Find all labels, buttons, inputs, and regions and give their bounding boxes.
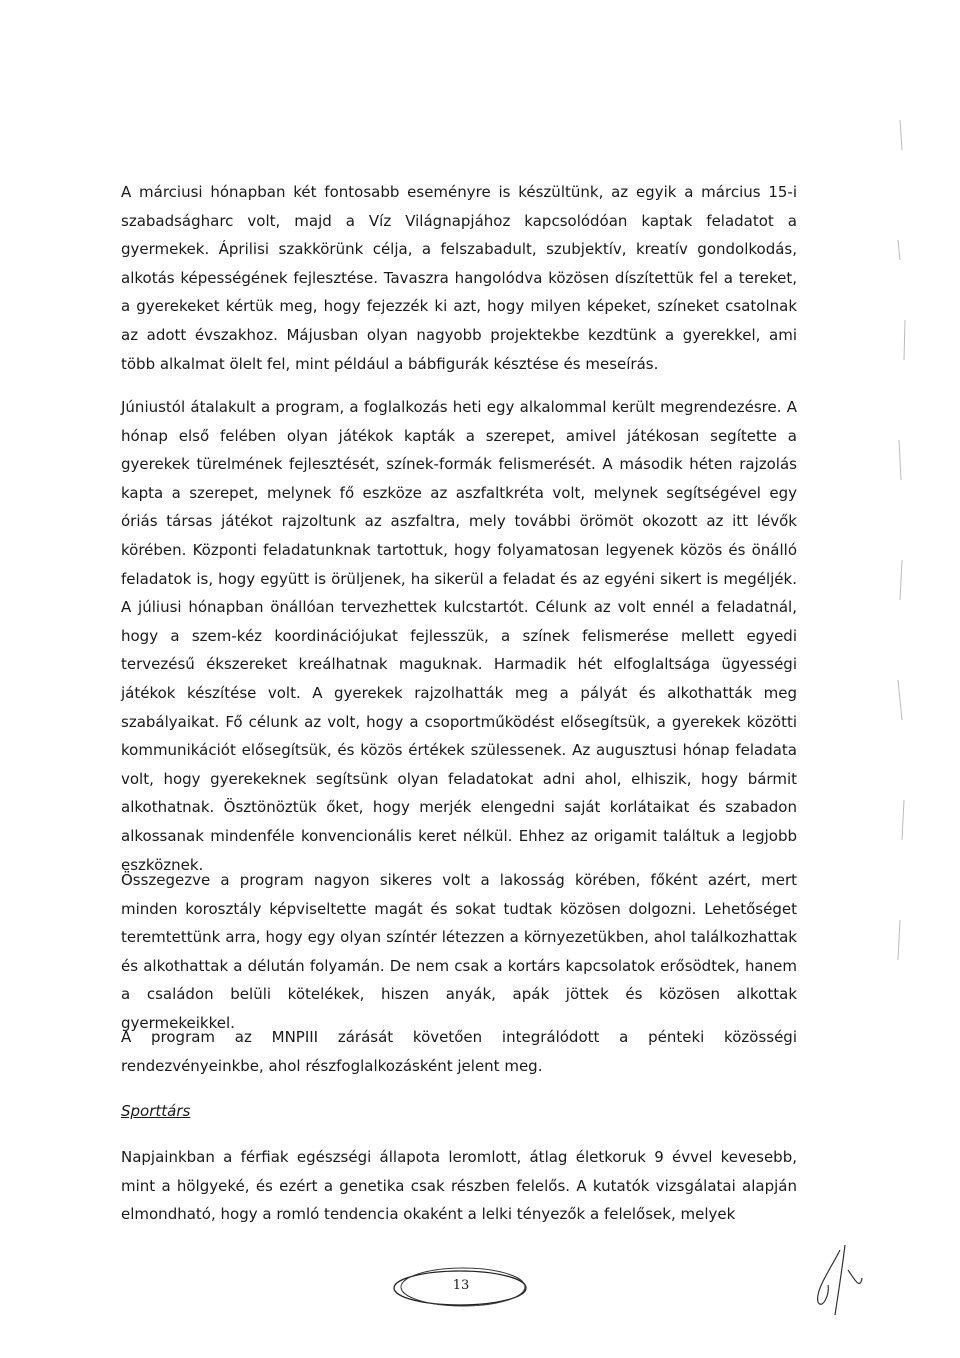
signature-icon xyxy=(800,1240,880,1320)
paragraph-march-august xyxy=(121,178,797,378)
paragraph-text: Napjainkban a férfiak egészségi állapota leromlott, átlag életkoruk 9 évvel kevesebb, mint a hölgyeké, és ezért a genetika csak részben felelős. A kutatók vizsgálatai alapján elmondható, hogy a romló tendencia okaként a lelki tényezők a felelősek, melyek xyxy=(121,1148,797,1224)
section-heading-sporttars: Sporttárs xyxy=(121,1102,191,1120)
scan-edge-marks-icon xyxy=(890,60,920,1260)
paragraph-sporttars xyxy=(121,1143,797,1229)
page-number: 13 xyxy=(452,1278,470,1293)
page-number-badge xyxy=(390,1266,532,1310)
paragraph-text: A program az MNPIII zárását követően integrálódott a pénteki közösségi rendezvényeinkbe, ahol részfoglalkozásként jelent meg. xyxy=(121,1028,797,1075)
paragraph-june xyxy=(121,393,797,879)
paragraph-text: Összegezve a program nagyon sikeres volt a lakosság körében, főként azért, mert minden korosztály képviseltette magát és sokat tudtak közösen dolgozni. Lehetőséget teremtettünk arra, hogy egy olyan színtér létezzen a környezetükben, ahol találkozhattak és alkothattak a délután folyamán. De nem csak a kortárs kapcsolatok erősödtek, hanem a családon belüli kötelékek, hiszen anyák, apák jöttek és közösen alkottak gyermekeikkel. xyxy=(121,871,797,1032)
paragraph-integration xyxy=(121,1023,797,1080)
paragraph-text: Júniustól átalakult a program, a foglalkozás heti egy alkalommal került megrendezésre. A hónap első felében olyan játékok kapták a szerepet, amivel játékosan segítette a gyerekek türelmének fejlesztését, színek-formák felismerését. A második héten rajzolás kapta a szerepet, melynek fő eszköze az aszfaltkréta volt, melynek segítségével egy óriás társas játékot rajzoltunk az aszfaltra, mely további örömöt okozott az itt lévők körében. Központi feladatunknak tartottuk, hogy folyamatosan legyenek közös és önálló feladatok is, hogy együtt is örüljenek, ha sikerül a feladat és az egyéni sikert is megéljék. A júliusi hónapban önállóan tervezhettek kulcstartót. Célunk az volt ennél a feladatnál, hogy a szem-kéz koordinációjukat fejlesszük, a színek felismerése mellett egyedi tervezésű ékszereket kreálhatnak maguknak. Harmadik hét elfoglaltsága ügyességi játékok készítése volt. A gyerekek rajzolhatták meg a pályát és alkothatták meg szabályaikat. Fő célunk az volt, hogy a csoportműködést elősegítsük, a gyerekek közötti kommunikációt elősegítsük, és közös értékek szülessenek. Az augusztusi hónap feladata volt, hogy gyerekeknek segítsünk olyan feladatokat adni ahol, elhiszik, hogy bármit alkothatnak. Ösztönöztük őket, hogy merjék elengedni saját korlátaikat és szabadon alkossanak mindenféle konvencionális keret nélkül. Ehhez az origamit találtuk a legjobb eszköznek. xyxy=(121,398,797,874)
paragraph-summary xyxy=(121,866,797,1038)
paragraph-text: A márciusi hónapban két fontosabb eseményre is készültünk, az egyik a március 15-i szabadságharc volt, majd a Víz Világnapjához kapcsolódóan kaptak feladatot a gyermekek. Áprilisi szakkörünk célja, a felszabadult, szubjektív, kreatív gondolkodás, alkotás képességének fejlesztése. Tavaszra hangolódva közösen díszítettük fel a tereket, a gyerekeket kértük meg, hogy fejezzék ki azt, hogy milyen képeket, színeket csatolnak az adott évszakhoz. Májusban olyan nagyobb projektekbe kezdtünk a gyerekkel, ami több alkalmat ölelt fel, mint például a bábfigurák késztése és meseírás. xyxy=(121,183,797,373)
